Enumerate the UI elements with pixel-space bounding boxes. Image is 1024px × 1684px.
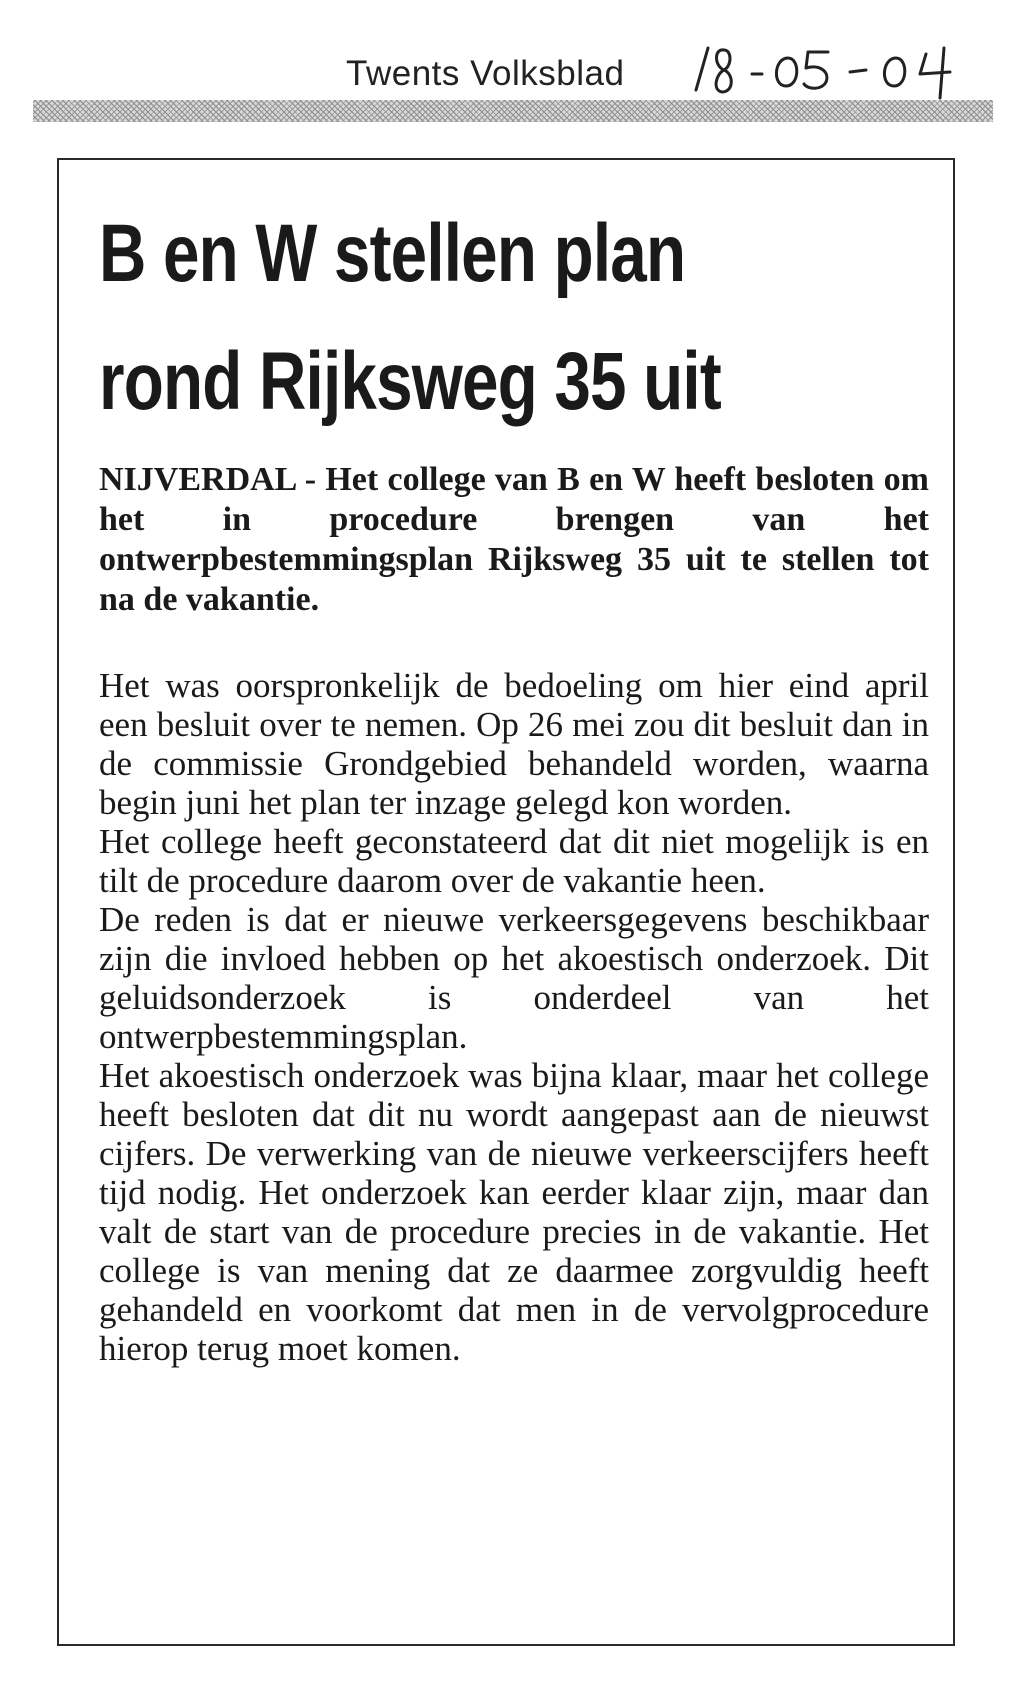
masthead bbox=[0, 40, 1024, 100]
handwritten-date-annotation bbox=[690, 40, 980, 102]
article-dateline: NIJVERDAL bbox=[99, 461, 296, 498]
article-paragraph: Het was oorspronkelijk de bedoeling om hier eind april een besluit over te nemen. Op 26 mei zou dit besluit dan in de commissie Grondgebied behandeld worden, waarna begin juni het plan ter inzage gelegd kon worden. bbox=[99, 666, 929, 822]
newspaper-name: Twents Volksblad bbox=[346, 54, 625, 93]
article-paragraph: Het akoestisch onderzoek was bijna klaar, maar het college heeft besloten dat dit nu wordt aangepast aan de nieuwst cijfers. De verwerking van de nieuwe verkeerscijfers heeft tijd nodig. Het onderzoek kan eerder klaar zijn, maar dan valt de start van de procedure precies in de vakantie. Het college is van mening dat ze daarmee zorgvuldig heeft gehandeld en voorkomt dat men in de vervolgprocedure hierop terug moet komen. bbox=[99, 1056, 929, 1368]
article-paragraph: De reden is dat er nieuwe verkeersgegevens beschikbaar zijn die invloed hebben op het akoestisch onderzoek. Dit geluidsonderzoek is onderdeel van het ontwerpbestemmingsplan. bbox=[99, 900, 929, 1056]
article-body bbox=[99, 666, 929, 1368]
article-clipping bbox=[57, 158, 955, 1646]
article-lead bbox=[99, 460, 929, 620]
handwritten-date-drawing bbox=[690, 40, 980, 102]
article-lead-text: - Het college van B en W heeft besloten om het in procedure brengen van het ontwerpbestemmingsplan Rijksweg 35 uit te stellen tot na de vakantie. bbox=[99, 461, 930, 618]
article-headline: B en W stellen plan rond Rijksweg 35 uit bbox=[99, 208, 721, 427]
article-paragraph: Het college heeft geconstateerd dat dit niet mogelijk is en tilt de procedure daarom over de vakantie heen. bbox=[99, 822, 929, 900]
masthead-rule-bar bbox=[33, 100, 993, 122]
